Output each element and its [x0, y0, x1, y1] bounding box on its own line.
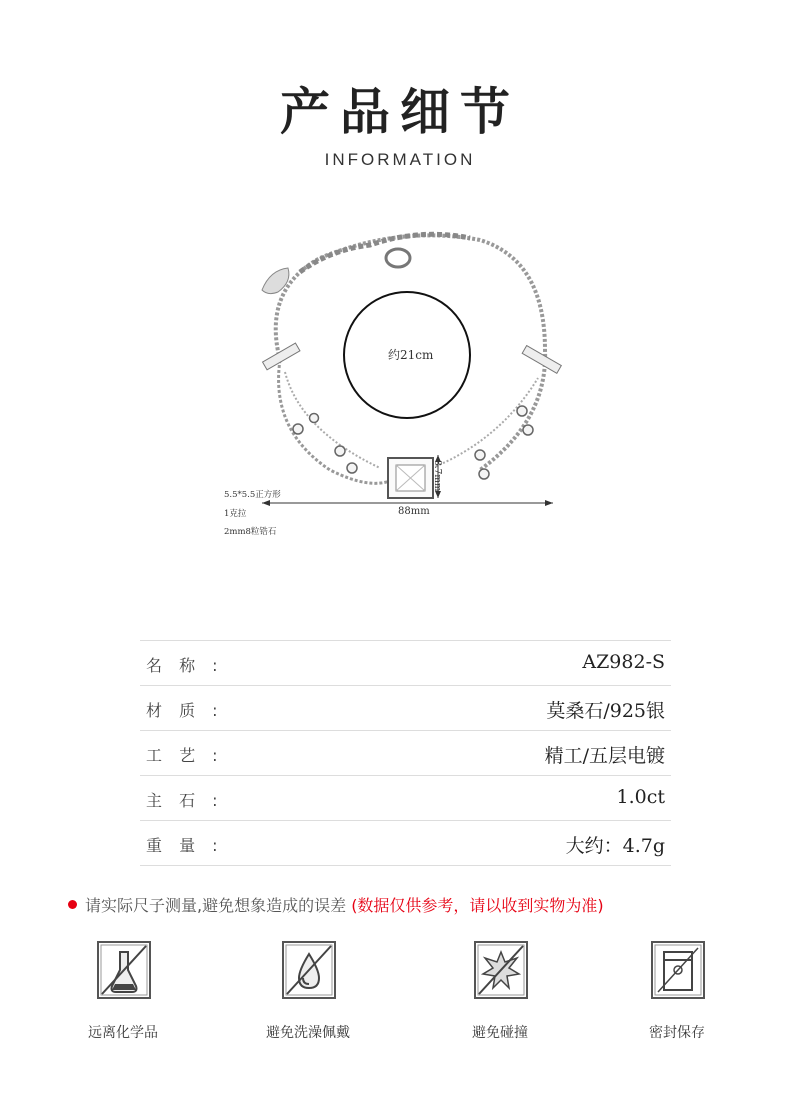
spec-row-craft [140, 731, 671, 776]
circumference-label: 约21cm [388, 348, 434, 362]
spec-key: 工 艺 : [146, 746, 224, 765]
page-title: 产品细节 [280, 83, 520, 141]
care-label: 避免洗澡佩戴 [266, 1025, 350, 1041]
spec-key: 重 量 : [146, 836, 224, 855]
stone-note: 1克拉 [224, 509, 247, 519]
sealed-bag-icon [650, 940, 706, 1002]
spec-key: 材 质 : [146, 701, 224, 720]
chemical-flask-crossed-icon [96, 940, 152, 1002]
width-dimension-label: 88mm [398, 506, 430, 517]
spec-value: AZ982-S [582, 651, 665, 673]
height-dimension-label: 8.7mm [432, 460, 442, 492]
spec-row-weight [140, 821, 671, 866]
impact-crossed-icon [473, 940, 529, 1002]
spec-row-name [140, 641, 671, 686]
care-label: 避免碰撞 [472, 1025, 528, 1041]
water-drop-crossed-icon [281, 940, 337, 1002]
spec-value: 精工/五层电镀 [544, 745, 665, 767]
spec-key: 名 称 : [146, 656, 224, 675]
spec-value: 1.0ct [616, 786, 665, 808]
warning-highlight: (数据仅供参考，请以收到实物为准) [351, 896, 604, 915]
red-dot-icon [68, 900, 77, 909]
spec-value: 大约：4.7g [565, 835, 665, 857]
care-label: 远离化学品 [88, 1025, 158, 1041]
warning-text: 请实际尺子测量,避免想象造成的误差 [85, 896, 347, 915]
spec-key: 主 石 : [146, 791, 224, 810]
spec-row-material [140, 686, 671, 731]
stone-note: 5.5*5.5正方形 [224, 490, 281, 500]
spec-value: 莫桑石/925银 [546, 700, 665, 722]
stone-note: 2mm8粒锆石 [224, 527, 277, 537]
care-label: 密封保存 [649, 1025, 705, 1041]
page-subtitle: INFORMATION [324, 150, 476, 169]
spec-table [140, 640, 671, 866]
measurement-warning [68, 893, 604, 916]
spec-row-main-stone [140, 776, 671, 821]
